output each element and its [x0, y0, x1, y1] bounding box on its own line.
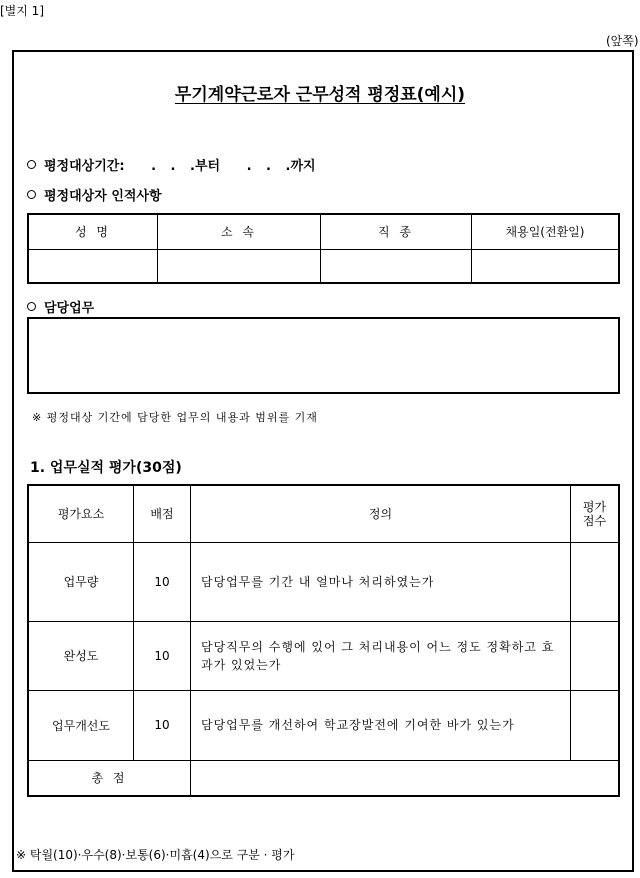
- score-cell[interactable]: [571, 690, 620, 760]
- score-cell[interactable]: [571, 621, 620, 690]
- job-type-cell[interactable]: [321, 249, 472, 283]
- header-weight: 배점: [134, 485, 191, 542]
- col-header-name: 성 명: [28, 214, 158, 249]
- personnel-section-label: 평정대상자 인적사항: [44, 189, 162, 204]
- weight-cell: 10: [134, 621, 191, 690]
- circle-bullet-icon: [27, 160, 36, 169]
- col-header-hire-date: 채용일(전환일): [472, 214, 620, 249]
- table-row: [28, 690, 619, 760]
- weight-cell: 10: [134, 690, 191, 760]
- col-header-affiliation: 소 속: [158, 214, 321, 249]
- header-element: 평가요소: [28, 485, 134, 542]
- performance-section-title: 1. 업무실적 평가(30점): [30, 460, 182, 476]
- period-to: . . .까지: [246, 159, 316, 174]
- score-cell[interactable]: [571, 542, 620, 621]
- duties-section-heading: [27, 297, 94, 316]
- hire-date-cell[interactable]: [472, 249, 620, 283]
- duties-box[interactable]: [27, 317, 620, 394]
- table-row: [28, 542, 619, 621]
- total-value[interactable]: [191, 760, 620, 796]
- header-score-line2: 점수: [582, 513, 607, 528]
- period-row: [27, 155, 316, 174]
- footer-note: ※ 탁월(10)·우수(8)·보통(6)·미흡(4)으로 구분 · 평가: [16, 848, 295, 862]
- circle-bullet-icon: [27, 190, 36, 199]
- circle-bullet-icon: [27, 302, 36, 311]
- definition-cell: 담당직무의 수행에 있어 그 처리내용이 어느 정도 정확하고 효과가 있었는가: [191, 621, 571, 690]
- name-cell[interactable]: [28, 249, 158, 283]
- period-from: . . .부터: [151, 159, 221, 174]
- total-label: 총 점: [28, 760, 191, 796]
- page-title: 무기계약근로자 근무성적 평정표(예시): [174, 85, 466, 105]
- side-label: (앞쪽): [606, 34, 639, 48]
- element-cell: 완성도: [28, 621, 134, 690]
- affiliation-cell[interactable]: [158, 249, 321, 283]
- definition-cell: 담당업무를 기간 내 얼마나 처리하였는가: [191, 542, 571, 621]
- weight-cell: 10: [134, 542, 191, 621]
- duties-note: ※ 평정대상 기간에 담당한 업무의 내용과 범위를 기재: [32, 411, 318, 424]
- element-cell: 업무량: [28, 542, 134, 621]
- attachment-label: [별지 1]: [0, 4, 44, 18]
- personnel-section-heading: [27, 185, 162, 204]
- header-definition: 정의: [191, 485, 571, 542]
- definition-cell: 담당업무를 개선하여 학교장발전에 기여한 바가 있는가: [191, 690, 571, 760]
- table-row: [28, 621, 619, 690]
- col-header-job-type: 직 종: [321, 214, 472, 249]
- element-cell: 업무개선도: [28, 690, 134, 760]
- personnel-table: [27, 213, 620, 284]
- period-label: 평정대상기간:: [44, 159, 125, 174]
- performance-table: [27, 484, 620, 797]
- header-score: [571, 485, 620, 542]
- duties-section-label: 담당업무: [44, 301, 95, 316]
- header-score-line1: 평가: [582, 499, 607, 514]
- total-row: [28, 760, 619, 796]
